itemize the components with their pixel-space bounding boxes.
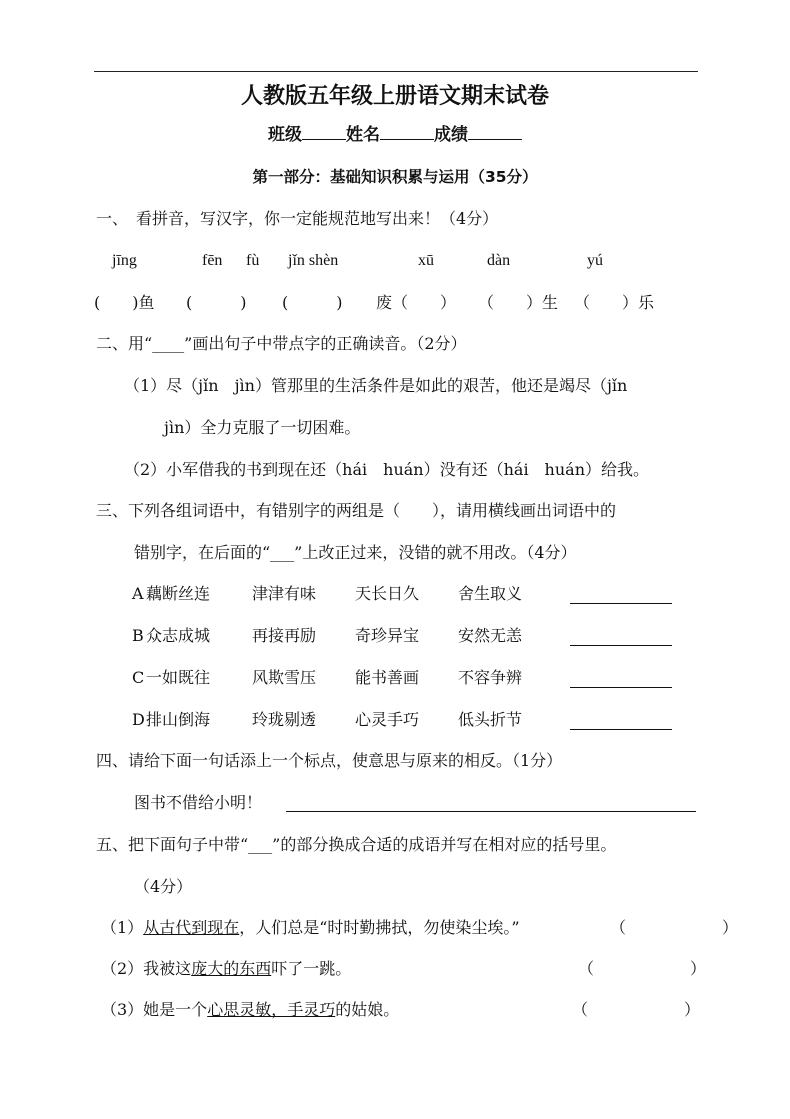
pinyin-3: fù [246,252,260,269]
word: 一如既往 [146,668,211,687]
pinyin-6: dàn [487,252,511,269]
row-letter: D [132,710,145,729]
word: 低头折节 [458,710,523,729]
row-letter: A [132,584,144,603]
word: 众志成城 [146,626,211,645]
word: 舍生取义 [458,584,523,603]
s2-prefix: （2）我被这 [101,959,192,978]
name-label: 姓名 [346,125,380,145]
word: 再接再励 [252,626,317,645]
s1-rest: ，人们总是“时时勤拂拭，勿使染尘埃。” [239,918,520,937]
class-blank[interactable] [302,122,346,140]
s2-answer-paren[interactable]: （ ） [578,959,707,978]
q3-prompt-line2: 错别字，在后面的“___”上改正过来，没错的就不用改。（4分） [134,543,577,562]
answer-box-3[interactable]: ( ) [282,293,343,312]
answer-box-1[interactable]: ( )鱼 [94,293,155,312]
score-blank[interactable] [468,122,522,140]
q2-item2: （2）小军借我的书到现在还（hái huán）没有还（hái huán）给我。 [124,460,650,479]
top-rule [94,71,698,72]
word: 不容争辨 [458,668,523,687]
q4-sentence: 图书不借给小明！ [134,793,263,812]
q5-points: （4分） [134,877,193,896]
q2-prompt: 二、用“____”画出句子中带点字的正确读音。（2分） [96,334,467,353]
s1-prefix: （1） [101,918,144,937]
pinyin-4: jǐn shèn [288,252,339,269]
q4-answer-line[interactable] [286,811,696,812]
s3-prefix: （3）她是一个 [101,1000,208,1019]
q4-prompt: 四、请给下面一句话添上一个标点，使意思与原来的相反。（1分） [96,751,563,770]
row-letter: B [132,626,144,645]
q5-sentence-2 [101,958,351,980]
class-label: 班级 [268,125,302,145]
answer-box-6[interactable]: （ ）乐 [574,293,655,312]
answer-box-5[interactable]: （ ）生 [478,293,559,312]
correction-blank[interactable] [570,645,672,646]
word: 玲珑剔透 [252,710,317,729]
student-info-line [0,122,790,148]
word: 能书善画 [355,668,420,687]
q2-item1-line2: jìn）全力克服了一切困难。 [164,418,361,437]
section-heading: 第一部分：基础知识积累与运用（35分） [252,168,538,186]
s3-answer-paren[interactable]: （ ） [572,1000,701,1019]
word: 藕断丝连 [146,584,211,603]
pinyin-1: jīng [112,252,137,269]
answer-box-4[interactable]: 废（ ） [376,293,457,312]
page-title: 人教版五年级上册语文期末试卷 [240,84,549,109]
correction-blank[interactable] [570,687,672,688]
word: 津津有味 [252,584,317,603]
s3-rest: 的姑娘。 [335,1000,400,1019]
s2-underlined: 庞大的东西 [191,959,272,978]
word: 排山倒海 [146,710,211,729]
q3-prompt-line1: 三、下列各组词语中，有错别字的两组是（ ），请用横线画出词语中的 [96,501,617,520]
s1-underlined: 从古代到现在 [143,918,240,937]
answer-box-2[interactable]: ( ) [186,293,247,312]
pinyin-7: yú [587,252,603,269]
word: 心灵手巧 [355,710,420,729]
name-blank[interactable] [380,122,434,140]
correction-blank[interactable] [570,603,672,604]
q5-prompt: 五、把下面句子中带“___”的部分换成合适的成语并写在相对应的括号里。 [96,835,617,854]
word: 安然无恙 [458,626,523,645]
pinyin-2: fēn [202,252,223,269]
q5-sentence-1 [101,917,520,939]
s2-rest: 吓了一跳。 [271,959,352,978]
word: 风欺雪压 [252,668,317,687]
q5-sentence-3 [101,999,399,1021]
q2-item1-line1: （1）尽（jǐn jìn）管那里的生活条件是如此的艰苦，他还是竭尽（jǐn [124,376,628,395]
s3-underlined: 心思灵敏，手灵巧 [207,1000,336,1019]
word: 奇珍异宝 [355,626,420,645]
score-label: 成绩 [434,125,468,145]
s1-answer-paren[interactable]: （ ） [610,918,739,937]
row-letter: C [132,668,145,687]
correction-blank[interactable] [570,729,672,730]
word: 天长日久 [355,584,420,603]
pinyin-5: xū [418,252,434,269]
q1-prompt: 一、 看拼音，写汉字，你一定能规范地写出来！（4分） [96,209,499,228]
